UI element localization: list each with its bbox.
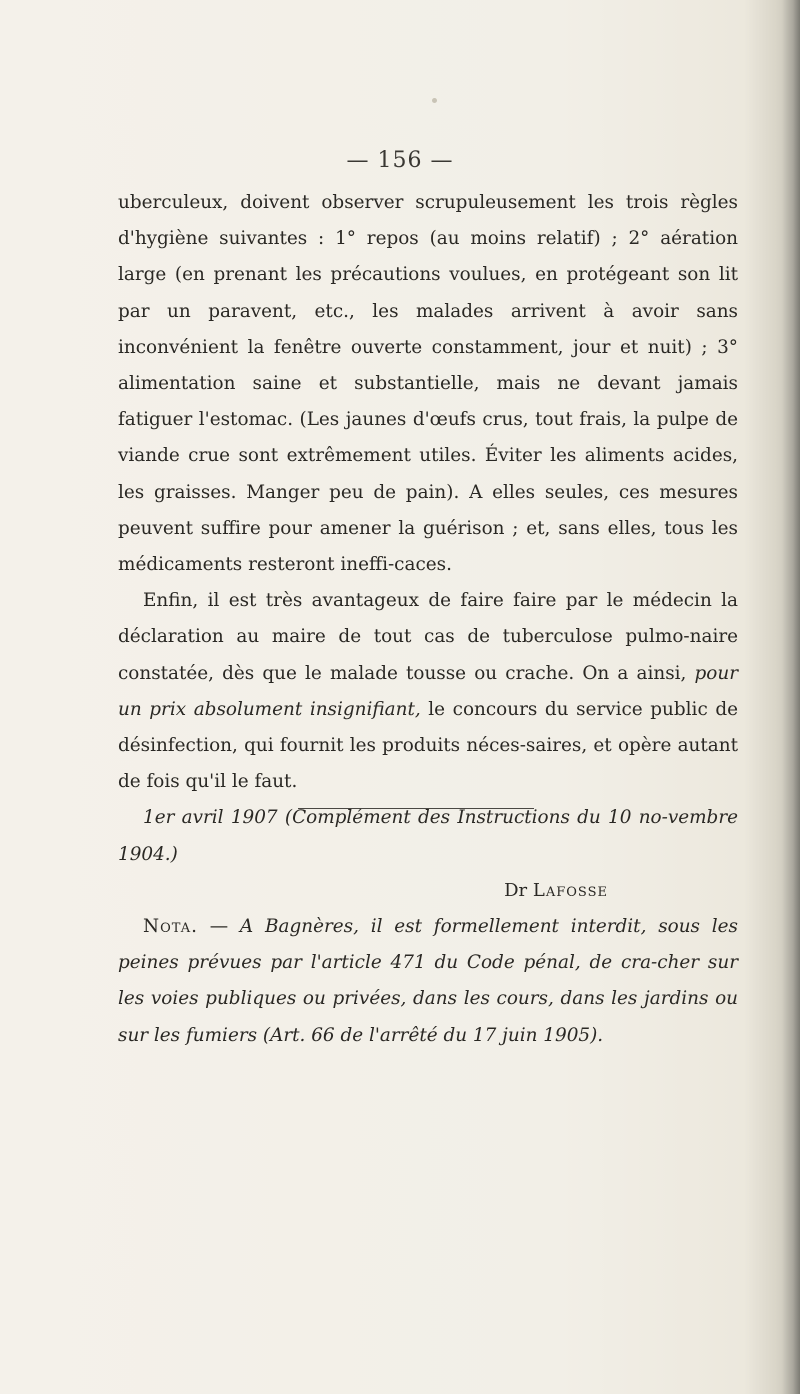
nota-dash: — <box>197 916 240 938</box>
paragraph-hygiene-rules: uberculeux, doivent observer scrupuleusement les trois règles d'hygiène suivantes : 1° repos (au moins relatif) ; 2° aération large (en prenant les précautions voulues, en protégeant son lit par un paravent, etc., les malades arrivent à avoir sans inconvénient la fenêtre ouverte constamment, jour et nuit) ; 3° alimentation saine et substantielle, mais ne devant jamais fatiguer l'estomac. (Les jaunes d'œufs crus, tout frais, la pulpe de viande crue sont extrêmement utiles. Éviter les aliments acides, les graisses. Manger peu de pain). A elles seules, ces mesures peuvent suffire pour amener la guérison ; et, sans elles, tous les médicaments resteront ineffi-caces. <box>118 192 738 576</box>
paragraph-declaration-italic: pour un prix absolument insignifiant, <box>118 662 738 720</box>
signature-title: Dr <box>504 879 528 901</box>
signature-name: Lafosse <box>532 879 608 901</box>
paragraph-declaration-end: le concours du service public de désinfection, qui fournit les produits néces-saires, et opère autant de fois qu'il le faut. <box>118 698 738 793</box>
signature <box>118 873 738 909</box>
page-number: — 156 — <box>346 148 454 173</box>
nota-paragraph <box>118 909 738 1054</box>
date-line: 1er avril 1907 (Complément des Instructions du 10 no-vembre 1904.) <box>118 807 738 865</box>
nota-text: A Bagnères, il est formellement interdit, sous les peines prévues par l'article 471 du Code pénal, de cra-cher sur les voies publiques ou privées, dans les cours, dans les jardins ou sur les fumiers (Art. 66 de l'arrêté du 17 juin 1905). <box>118 916 738 1046</box>
closing-rule <box>298 808 534 809</box>
page-edge-shadow <box>782 0 800 1394</box>
paragraph-declaration <box>118 583 738 800</box>
nota-label: Nota. <box>143 916 198 938</box>
text-body <box>118 185 738 1054</box>
paragraph-declaration-start: Enfin, il est très avantageux de faire faire par le médecin la déclaration au maire de tout cas de tuberculose pulmo-naire constatée, dès que le malade tousse ou crache. On a ainsi, <box>118 590 738 684</box>
paper-speck <box>432 98 437 103</box>
